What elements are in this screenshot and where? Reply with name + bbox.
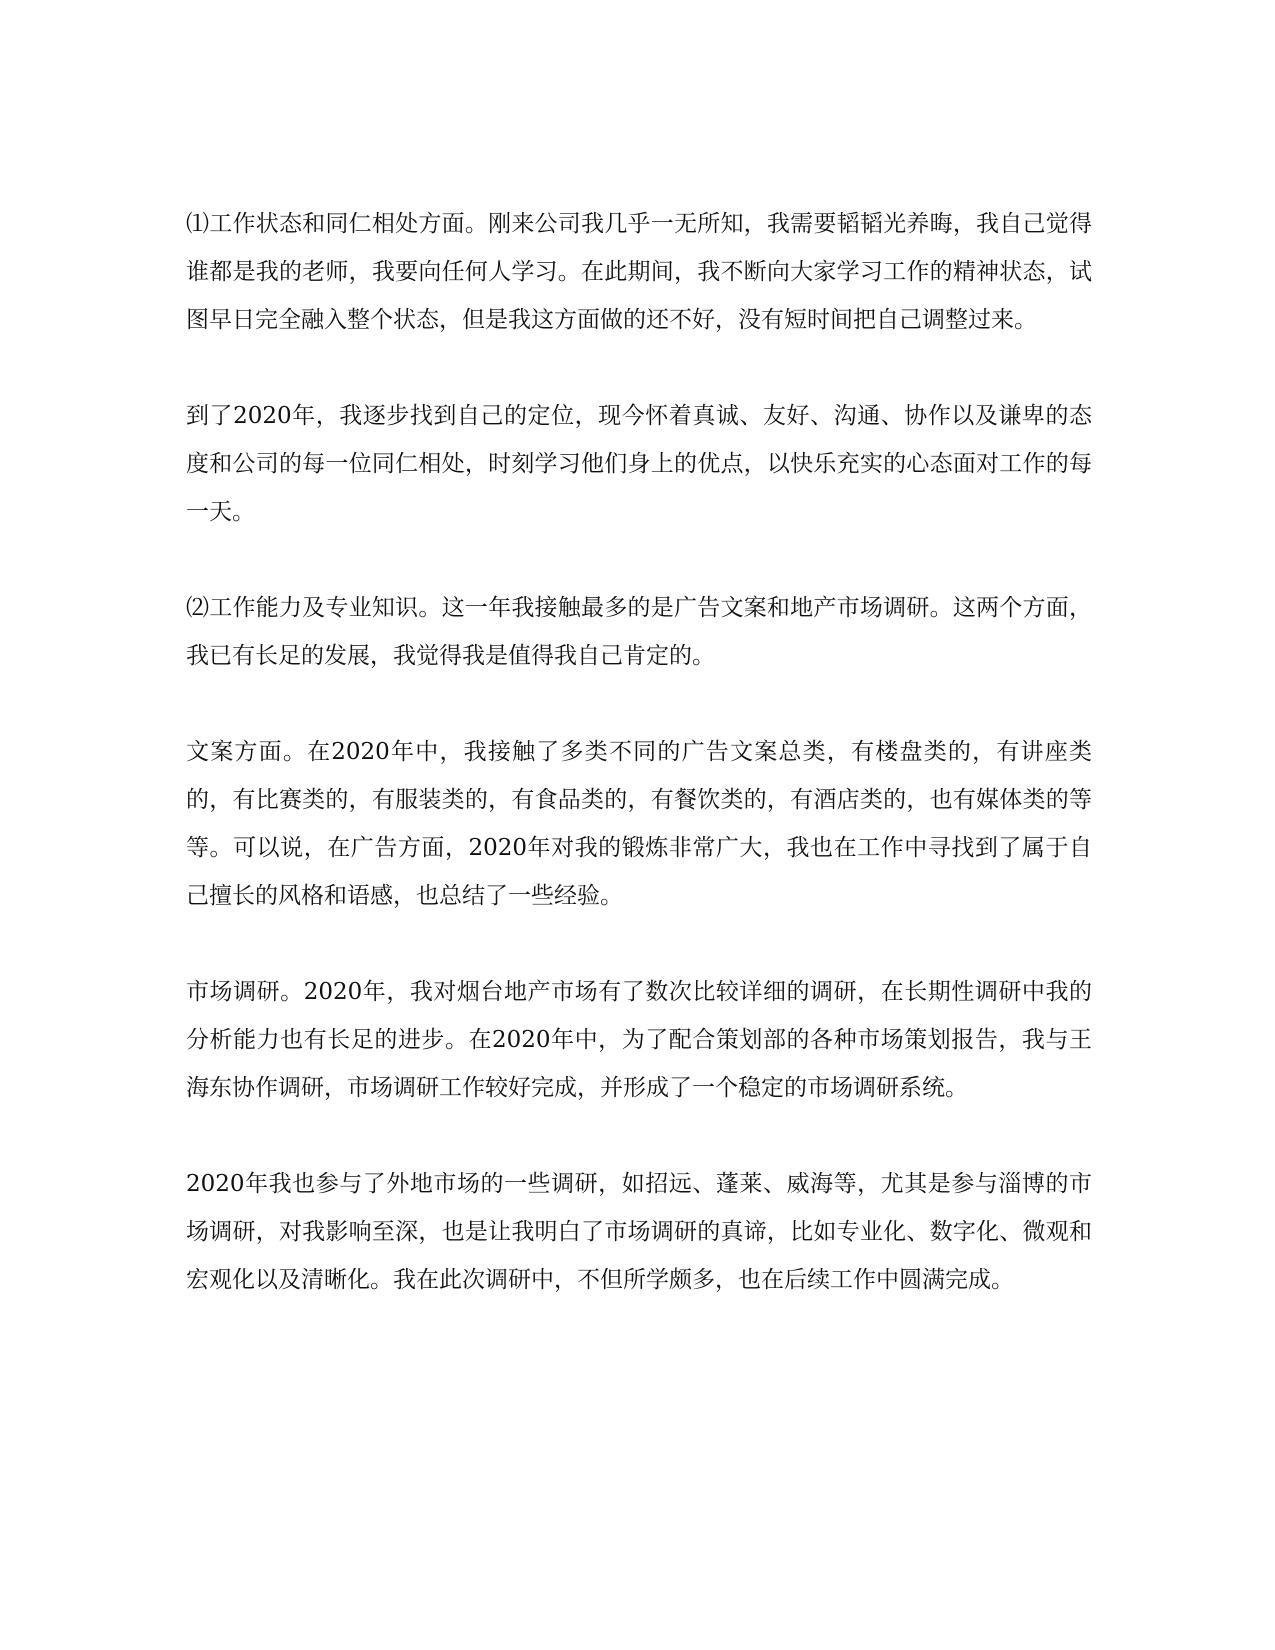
document-body <box>186 200 1092 1304</box>
paragraph-market-research: 市场调研。2020年，我对烟台地产市场有了数次比较详细的调研，在长期性调研中我的分析能力也有长足的进步。在2020年中，为了配合策划部的各种市场策划报告，我与王海东协作调研，市场调研工作较好完成，并形成了一个稳定的市场调研系统。 <box>186 979 1092 1101</box>
paragraph-copywriting: 文案方面。在2020年中，我接触了多类不同的广告文案总类，有楼盘类的，有讲座类的，有比赛类的，有服装类的，有食品类的，有餐饮类的，有酒店类的，也有媒体类的等等。可以说，在广告方面，2020年对我的锻炼非常广大，我也在工作中寻找到了属于自己擅长的风格和语感，也总结了一些经验。 <box>186 739 1092 909</box>
paragraph-work-state: ⑴工作状态和同仁相处方面。刚来公司我几乎一无所知，我需要韬韬光养晦，我自己觉得谁都是我的老师，我要向任何人学习。在此期间，我不断向大家学习工作的精神状态，试图早日完全融入整个状态，但是我这方面做的还不好，没有短时间把自己调整过来。 <box>186 211 1092 333</box>
paragraph-external-research: 2020年我也参与了外地市场的一些调研，如招远、蓬莱、威海等，尤其是参与淄博的市场调研，对我影响至深，也是让我明白了市场调研的真谛，比如专业化、数字化、微观和宏观化以及清晰化。我在此次调研中，不但所学颇多，也在后续工作中圆满完成。 <box>186 1171 1092 1293</box>
paragraph-work-ability: ⑵工作能力及专业知识。这一年我接触最多的是广告文案和地产市场调研。这两个方面，我已有长足的发展，我觉得我是值得我自己肯定的。 <box>186 595 1092 669</box>
paragraph-2020-positioning: 到了2020年，我逐步找到自己的定位，现今怀着真诚、友好、沟通、协作以及谦卑的态度和公司的每一位同仁相处，时刻学习他们身上的优点，以快乐充实的心态面对工作的每一天。 <box>186 403 1092 525</box>
